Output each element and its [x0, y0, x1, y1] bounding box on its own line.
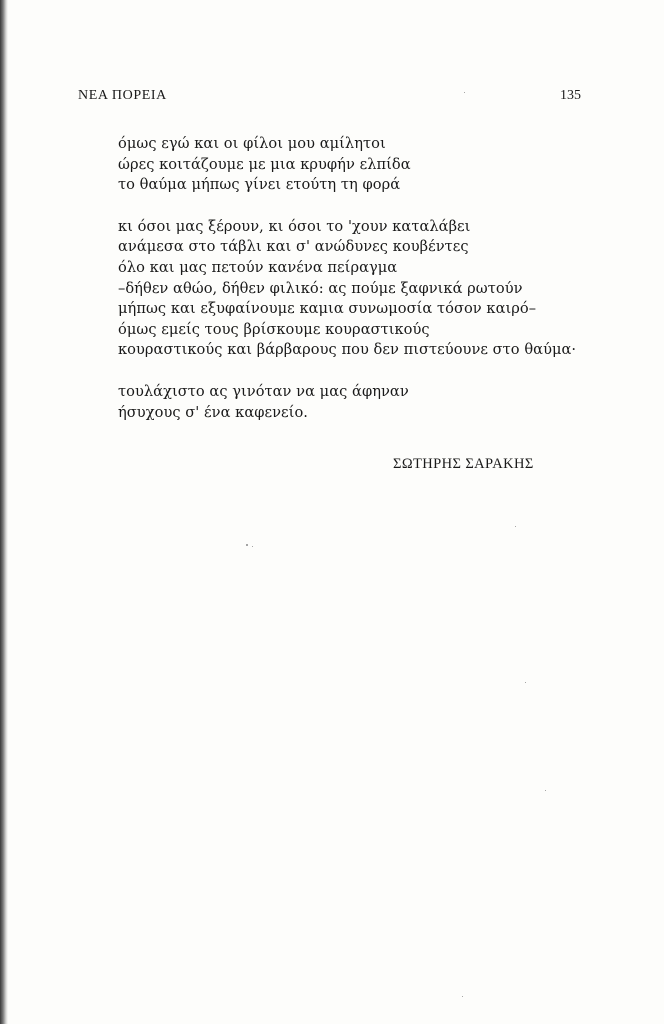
paper-speck [252, 546, 253, 547]
poem-line: κουραστικούς και βάρβαρους που δεν πιστεύουνε στο θαύμα· [118, 341, 577, 359]
poem-line: το θαύμα μήπως γίνει ετούτη τη φορά [118, 176, 401, 194]
stanza-1 [118, 134, 588, 196]
author-signature: ΣΩΤΗΡΗΣ ΣΑΡΑΚΗΣ [393, 456, 534, 472]
page-gutter-shadow [0, 0, 8, 1024]
poem-line: μήπως και εξυφαίνουμε καμια συνωμοσία τόσον καιρό– [118, 300, 537, 318]
paper-speck [515, 526, 516, 527]
poem-line: ώρες κοιτάζουμε με μια κρυφήν ελπίδα [118, 155, 411, 173]
running-head-title: ΝΕΑ ΠΟΡΕΙΑ [78, 88, 167, 103]
poem-line: κι όσοι μας ξέρουν, κι όσοι το 'χουν καταλάβει [118, 217, 471, 235]
poem-body [118, 134, 588, 444]
paper-speck [246, 544, 248, 546]
stanza-2 [118, 217, 588, 361]
poem-line: όλο και μας πετούν κανένα πείραγμα [118, 258, 398, 276]
paper-speck [462, 996, 463, 997]
poem-line: ανάμεσα στο τάβλι και σ' ανώδυνες κουβέντες [118, 238, 469, 256]
poem-line: τουλάχιστο ας γινόταν να μας άφηναν [118, 382, 409, 400]
paper-speck [525, 682, 526, 683]
paper-speck [464, 92, 465, 93]
poem-line: ήσυχους σ' ένα καφενείο. [118, 403, 308, 421]
page-number: 135 [560, 88, 581, 103]
stanza-3 [118, 382, 588, 423]
paper-speck [545, 790, 546, 791]
poem-line: όμως εγώ και οι φίλοι μου αμίλητοι [118, 135, 386, 152]
poem-line: όμως εμείς τους βρίσκουμε κουραστικούς [118, 320, 430, 338]
poem-line: –δήθεν αθώο, δήθεν φιλικό: ας πούμε ξαφνικά ρωτούν [118, 279, 523, 297]
